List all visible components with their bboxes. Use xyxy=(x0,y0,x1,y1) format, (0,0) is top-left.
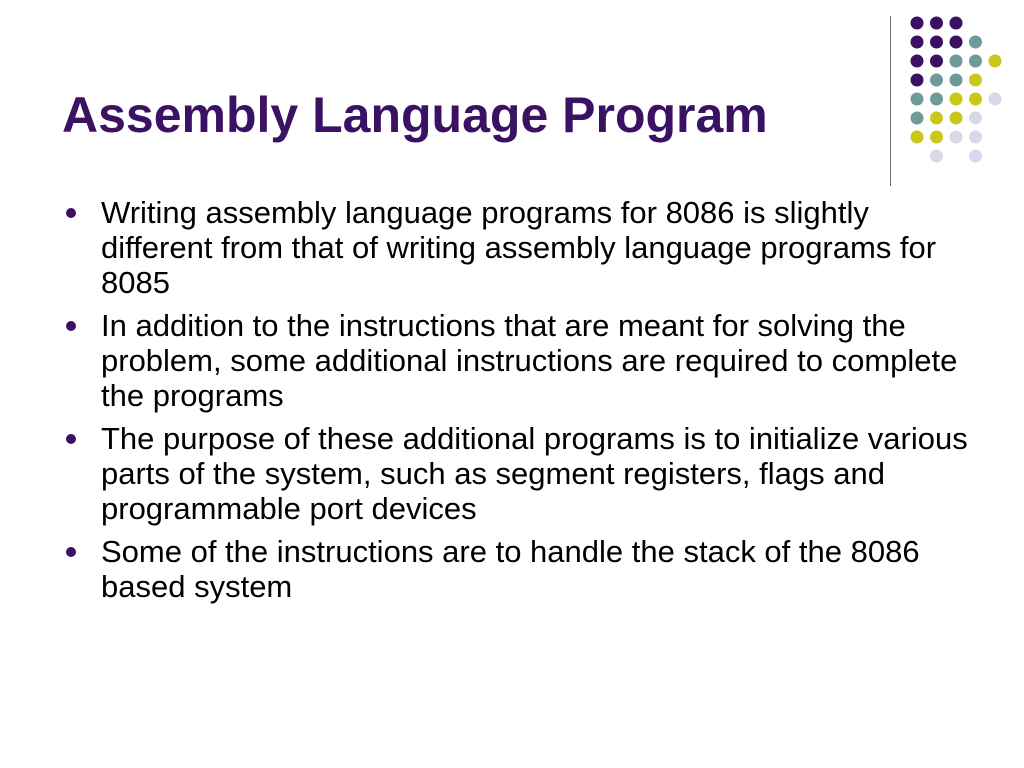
decorative-dot xyxy=(969,150,982,163)
decorative-dot xyxy=(969,36,982,49)
decorative-dot xyxy=(911,93,924,106)
decorative-dot xyxy=(911,131,924,144)
decorative-dot xyxy=(911,74,924,87)
decorative-dot xyxy=(969,93,982,106)
decorative-dot xyxy=(911,36,924,49)
bullet-item xyxy=(66,195,986,300)
decorative-dot xyxy=(950,131,963,144)
bullet-dot-icon xyxy=(66,321,76,331)
decorative-dot xyxy=(930,93,943,106)
decorative-dot xyxy=(950,112,963,125)
bullet-item xyxy=(66,421,986,526)
bullet-text: Some of the instructions are to handle the stack of the 8086 based system xyxy=(101,534,920,604)
bullet-item xyxy=(66,308,986,413)
decorative-dot xyxy=(930,131,943,144)
decorative-dot xyxy=(911,55,924,68)
bullet-dot-icon xyxy=(66,208,76,218)
decorative-dot xyxy=(911,17,924,30)
decorative-dot xyxy=(950,36,963,49)
decorative-dot xyxy=(950,17,963,30)
bullet-dot-icon xyxy=(66,547,76,557)
decorative-dot xyxy=(930,55,943,68)
bullet-text: The purpose of these additional programs is to initialize various parts of the system, such as segment registers, flags and programmable port devices xyxy=(101,421,968,526)
decorative-dot xyxy=(930,17,943,30)
title-divider xyxy=(890,16,891,186)
decorative-dot xyxy=(950,74,963,87)
decorative-dot xyxy=(969,74,982,87)
decorative-dot xyxy=(911,112,924,125)
decorative-dot xyxy=(969,131,982,144)
bullet-text: Writing assembly language programs for 8086 is slightly different from that of writing assembly language programs for 8085 xyxy=(101,195,937,300)
decorative-dot xyxy=(930,36,943,49)
decorative-dot xyxy=(950,93,963,106)
slide-title: Assembly Language Program xyxy=(62,87,768,143)
bullet-dot-icon xyxy=(66,434,76,444)
bullet-list xyxy=(66,195,986,612)
decorative-dot xyxy=(950,55,963,68)
decorative-dot xyxy=(930,112,943,125)
bullet-item xyxy=(66,534,986,604)
bullet-text: In addition to the instructions that are meant for solving the problem, some additional instructions are required to complete the programs xyxy=(101,308,958,413)
decorative-dot xyxy=(989,93,1002,106)
decorative-dot xyxy=(930,150,943,163)
decorative-dot xyxy=(969,55,982,68)
decorative-dot xyxy=(969,112,982,125)
decorative-dot xyxy=(989,55,1002,68)
decorative-dot xyxy=(930,74,943,87)
